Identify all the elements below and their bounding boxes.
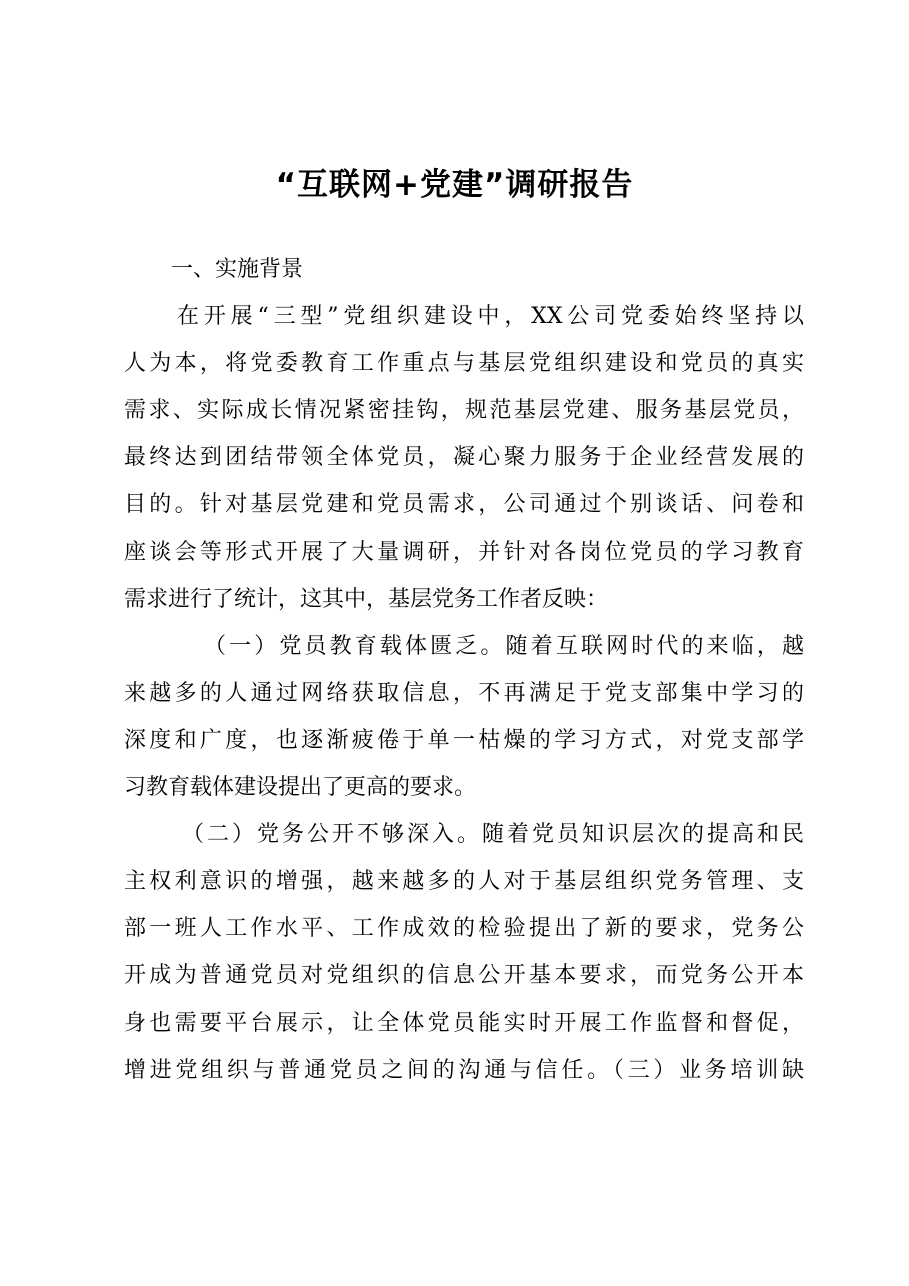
paragraph-line: 在开展“三型”党组织建设中，XX公司党委始终坚持以	[177, 304, 804, 330]
section-heading: 一、实施背景	[171, 257, 304, 282]
paragraph-line: 来越多的人通过网络获取信息，不再满足于党支部集中学习的	[124, 680, 804, 706]
paragraph-line: （一）党员教育载体匮乏。随着互联网时代的来临，越	[204, 633, 804, 659]
paragraph-line: 最终达到团结带领全体党员，凝心聚力服务于企业经营发展的	[124, 445, 804, 471]
document-body	[124, 246, 804, 1094]
paragraph-line: 主权利意识的增强，越来越多的人对于基层组织党务管理、支	[124, 869, 804, 895]
paragraph-line: 部一班人工作水平、工作成效的检验提出了新的要求，党务公	[124, 916, 804, 942]
paragraph-line: 目的。针对基层党建和党员需求，公司通过个别谈话、问卷和	[124, 492, 804, 518]
paragraph-line: 深度和广度，也逐渐疲倦于单一枯燥的学习方式，对党支部学	[124, 727, 804, 753]
paragraph-line: 需求、实际成长情况紧密挂钩，规范基层党建、服务基层党员，	[124, 398, 804, 424]
paragraph-line: 人为本，将党委教育工作重点与基层党组织建设和党员的真实	[124, 351, 804, 377]
document-title: “互联网+党建”调研报告	[275, 167, 634, 203]
paragraph-line: （二）党务公开不够深入。随着党员知识层次的提高和民	[182, 822, 804, 848]
paragraph-line: 开成为普通党员对党组织的信息公开基本要求，而党务公开本	[124, 963, 804, 989]
paragraph-line: 座谈会等形式开展了大量调研，并针对各岗位党员的学习教育	[124, 539, 804, 565]
paragraph-line: 习教育载体建设提出了更高的要求。	[124, 775, 477, 801]
paragraph-line: 需求进行了统计，这其中，基层党务工作者反映：	[124, 586, 609, 612]
paragraph-line: 身也需要平台展示，让全体党员能实时开展工作监督和督促，	[124, 1010, 804, 1036]
paragraph-line: 增进党组织与普通党员之间的沟通与信任。（三）业务培训缺	[124, 1057, 804, 1083]
